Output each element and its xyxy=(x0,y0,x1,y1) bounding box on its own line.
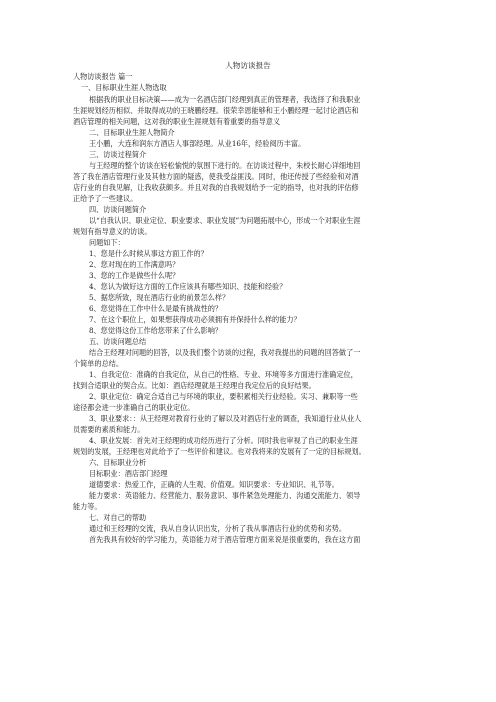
paragraph-line: 问题如下： xyxy=(89,237,125,247)
paragraph-line: 结合王经理对问题的回答，以及我们整个访谈的过程，我对我提出的问题的回答做了一 xyxy=(89,347,361,357)
paragraph-line: 生涯规划经历相似、并取得成功的王晓鹏经理。很荣幸恩能够和王小鹏经理一起讨论酒店和 xyxy=(73,105,359,115)
section-heading-5: 五、访谈问题总结 xyxy=(89,336,147,346)
paragraph-line: 目标职业：酒店部门经理 xyxy=(89,468,168,478)
paragraph-line: 2、职业定位：确定合适自己与环境的职业，要积累相关行业经验。实习、兼职等一些 xyxy=(89,391,358,401)
document-title: 人物访谈报告 xyxy=(225,61,271,70)
section-heading-2: 二、目标职业生涯人物简介 xyxy=(89,127,175,137)
paragraph-line: 以“自我认识、职业定位、职业要求、职业发展”为问题拓展中心，形成一个对职业生涯 xyxy=(89,215,361,225)
question-item: 6、您觉得在工作中什么是最有挑战性的？ xyxy=(89,303,223,313)
question-item: 3、您的工作是做些什么呢？ xyxy=(89,270,180,280)
paragraph-line: 根据我的职业目标决策——成为一名酒店部门经理到真正的管理者，我选择了和我职业 xyxy=(89,94,361,104)
paragraph-line: 正给予了一些建议。 xyxy=(73,193,138,203)
question-item: 7、在这个职位上，如果想获得成功必须拥有并保持什么样的能力？ xyxy=(89,314,301,324)
paragraph-line: 王小鹏，大连和润东方酒店人事部经理。从业16年，经验阅历丰富。 xyxy=(89,138,306,148)
section-heading-7: 七、对自己的帮助 xyxy=(89,512,147,522)
paragraph-line: 1、自我定位：准确的自我定位，从自己的性格、专业、环境等多方面进行准确定位， xyxy=(89,369,358,379)
paragraph-line: 首先我具有较好的学习能力，英语能力对于酒店管理方面来说是很重要的，我在这方面 xyxy=(89,534,361,544)
paragraph-line: 规划的发展，王经理也对此给予了一些评价和建议。也对我将来的发展有了一定的目标规划。 xyxy=(73,446,366,456)
section-heading-3: 三、访谈过程简介 xyxy=(89,149,147,159)
question-item: 4、您认为做好这方面的工作应该具有哪些知识、技能和经验？ xyxy=(89,281,287,291)
paragraph-line: 酒店管理的相关问题，这对我的职业生涯规划有着重要的指导意义 xyxy=(73,116,281,126)
paragraph-line: 答了我在酒店管理行业及其他方面的疑惑，使我受益匪浅。同时，他还传授了些经验和对酒 xyxy=(73,171,359,181)
question-item: 5、据您所致，现在酒店行业的前景怎么样？ xyxy=(89,292,230,302)
paragraph-line: 个简单的总结。 xyxy=(73,358,123,368)
paragraph-line: 途径都会进一步准确自己的职业定位。 xyxy=(73,402,195,412)
paragraph-line: 4、职业发展：首先对王经理的成功经历进行了分析。同时我也审视了自己的职业生涯 xyxy=(89,435,358,445)
paragraph-line: 员需要的素质和能力。 xyxy=(73,424,145,434)
section-heading-4: 四、访谈问题简介 xyxy=(89,204,147,214)
question-item: 1、您是什么时候从事这方面工作的？ xyxy=(89,248,208,258)
paragraph-line: 3、职业要求：：从王经理对教育行业的了解以及对酒店行业的调查，我知道行业从业人 xyxy=(89,413,362,423)
paragraph-line: 能力要求：英语能力、经营能力、服务意识、事件紧急处理能力、沟通交流能力、领导 xyxy=(89,490,361,500)
paragraph-line: 规划有指导意义的访谈。 xyxy=(73,226,152,236)
question-item: 8、您觉得这份工作给您带来了什么影响？ xyxy=(89,325,223,335)
paragraph-line: 道德要求：热爱工作，正确的人生观、价值观。知识要求：专业知识、礼节等。 xyxy=(89,479,339,489)
question-item: 2、您对现在的工作满意吗？ xyxy=(89,259,180,269)
paragraph-line: 店行业的自我见解，让我收获颇多。并且对我的自我规划给予一定的指导，也对我的评估修 xyxy=(73,182,359,192)
paragraph-line: 能力等。 xyxy=(73,501,102,511)
section-heading-6: 六、目标职业分析 xyxy=(89,457,147,467)
paragraph-line: 通过和王经理的交流，我从自身认识出发，分析了我从事酒店行业的优势和劣势。 xyxy=(89,523,347,533)
paragraph-line: 与王经理的整个访谈在轻松愉悦的氛围下进行的。在访谈过程中，朱校长耐心详细地回 xyxy=(89,160,361,170)
document-subtitle: 人物访谈报告 篇一 xyxy=(73,72,133,81)
section-heading-1: 一、目标职业生涯人物选取 xyxy=(81,83,167,92)
paragraph-line: 找到合适职业的契合点。比如：酒店经理就是王经理自我定位后的良好结果。 xyxy=(73,380,316,390)
